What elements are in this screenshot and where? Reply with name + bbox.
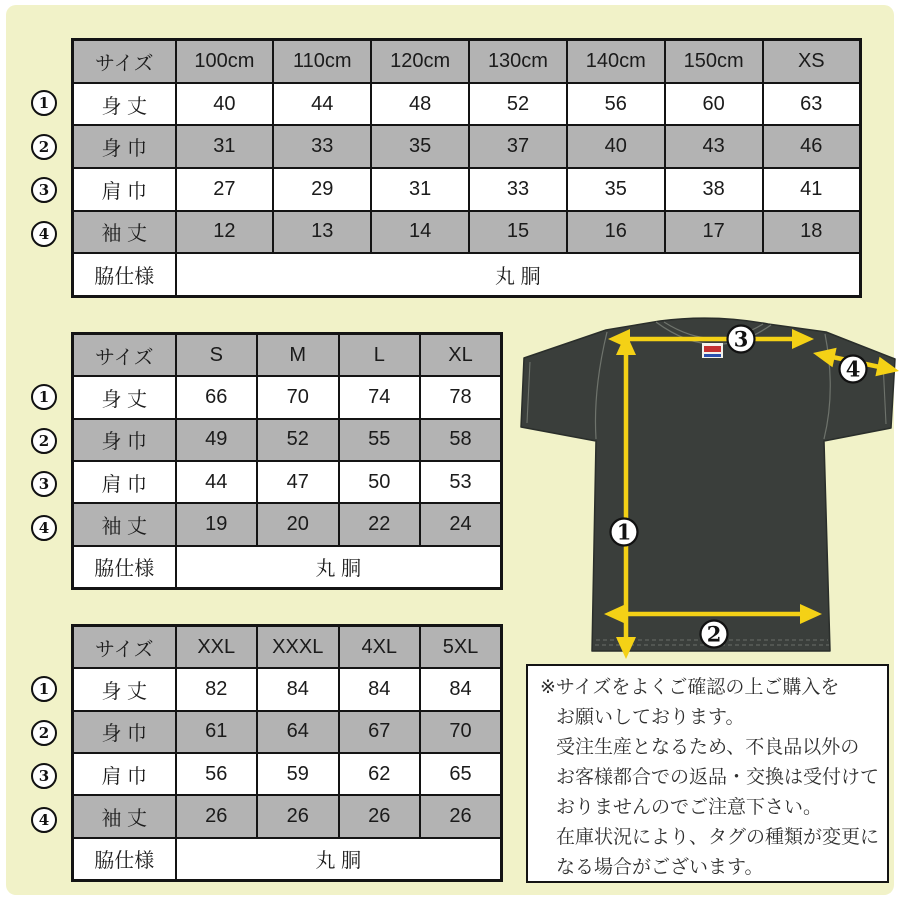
table-cell: 65	[420, 753, 502, 795]
table-cell: 33	[273, 125, 371, 168]
tshirt-measurement-diagram	[506, 315, 900, 663]
row-marker-2: 2	[31, 134, 57, 160]
table-cell: 74	[339, 376, 421, 418]
row-marker-2: 2	[31, 428, 57, 454]
column-header: 120cm	[371, 40, 469, 83]
row-label: 袖 丈	[73, 211, 176, 254]
table-cell: 55	[339, 419, 421, 461]
column-header: XXL	[176, 626, 258, 669]
table-cell: 26	[257, 795, 339, 837]
table-cell: 70	[420, 711, 502, 753]
table-cell: 56	[567, 83, 665, 126]
table-cell: 53	[420, 461, 502, 503]
row-marker-3: 3	[31, 763, 57, 789]
column-header: 140cm	[567, 40, 665, 83]
table-cell: 43	[665, 125, 763, 168]
table-cell: 48	[371, 83, 469, 126]
table-cell: 82	[176, 668, 258, 710]
table-cell: 63	[763, 83, 861, 126]
table-cell: 67	[339, 711, 421, 753]
row-marker-4: 4	[31, 515, 57, 541]
diagram-marker-3: 3	[733, 326, 749, 352]
table-cell: 19	[176, 503, 258, 545]
table-cell: 37	[469, 125, 567, 168]
notice-line: 在庫状況により、タグの種類が変更に	[556, 827, 880, 848]
table-cell: 78	[420, 376, 502, 418]
row-marker-4: 4	[31, 807, 57, 833]
table-cell: 12	[176, 211, 274, 254]
table-cell: 31	[176, 125, 274, 168]
table-cell: 14	[371, 211, 469, 254]
column-header: 150cm	[665, 40, 763, 83]
table-cell: 40	[567, 125, 665, 168]
purchase-notice-box	[526, 664, 889, 883]
table-cell: 35	[567, 168, 665, 211]
row-label: 肩 巾	[73, 753, 176, 795]
diagram-marker-4: 4	[845, 356, 861, 382]
notice-line: なる場合がございます。	[556, 857, 764, 878]
table-cell: 27	[176, 168, 274, 211]
size-chart-canvas	[6, 5, 894, 895]
size-table-big	[71, 624, 503, 882]
row-label: 身 丈	[73, 668, 176, 710]
size-header-cell: サイズ	[73, 40, 176, 83]
row-label: 身 巾	[73, 711, 176, 753]
table-cell: 49	[176, 419, 258, 461]
table-cell: 15	[469, 211, 567, 254]
table-cell: 16	[567, 211, 665, 254]
row-label: 身 丈	[73, 376, 176, 418]
table-cell: 52	[257, 419, 339, 461]
column-header: 130cm	[469, 40, 567, 83]
side-spec-label: 脇仕様	[73, 253, 176, 296]
table-cell: 22	[339, 503, 421, 545]
table-cell: 50	[339, 461, 421, 503]
table-cell: 13	[273, 211, 371, 254]
column-header: 4XL	[339, 626, 421, 669]
table-cell: 84	[257, 668, 339, 710]
table-cell: 47	[257, 461, 339, 503]
row-label: 身 巾	[73, 419, 176, 461]
row-marker-2: 2	[31, 720, 57, 746]
table-cell: 84	[339, 668, 421, 710]
table-cell: 35	[371, 125, 469, 168]
notice-line: ※サイズをよくご確認の上ご購入を	[540, 677, 840, 698]
table-cell: 26	[420, 795, 502, 837]
row-label: 身 巾	[73, 125, 176, 168]
diagram-marker-2: 2	[706, 621, 722, 647]
column-header: 5XL	[420, 626, 502, 669]
row-label: 肩 巾	[73, 168, 176, 211]
side-spec-label: 脇仕様	[73, 546, 176, 589]
size-table-kids	[71, 38, 862, 298]
size-table-adult	[71, 332, 503, 590]
row-marker-1: 1	[31, 90, 57, 116]
table-cell: 41	[763, 168, 861, 211]
table-cell: 26	[339, 795, 421, 837]
table-cell: 84	[420, 668, 502, 710]
notice-line: 受注生産となるため、不良品以外の	[556, 737, 860, 758]
table-cell: 59	[257, 753, 339, 795]
table-cell: 31	[371, 168, 469, 211]
table-cell: 24	[420, 503, 502, 545]
table-cell: 17	[665, 211, 763, 254]
size-header-cell: サイズ	[73, 334, 176, 377]
table-cell: 46	[763, 125, 861, 168]
row-label: 袖 丈	[73, 795, 176, 837]
column-header: XL	[420, 334, 502, 377]
column-header: 110cm	[273, 40, 371, 83]
notice-line: お願いしております。	[556, 707, 745, 728]
side-spec-value: 丸 胴	[176, 253, 861, 296]
table-cell: 58	[420, 419, 502, 461]
column-header: L	[339, 334, 421, 377]
row-marker-1: 1	[31, 676, 57, 702]
table-cell: 61	[176, 711, 258, 753]
table-cell: 38	[665, 168, 763, 211]
notice-line: おりませんのでご注意下さい。	[556, 797, 823, 818]
table-cell: 20	[257, 503, 339, 545]
column-header: S	[176, 334, 258, 377]
table-cell: 64	[257, 711, 339, 753]
table-cell: 29	[273, 168, 371, 211]
table-cell: 44	[176, 461, 258, 503]
table-cell: 60	[665, 83, 763, 126]
table-cell: 18	[763, 211, 861, 254]
side-spec-label: 脇仕様	[73, 838, 176, 881]
side-spec-value: 丸 胴	[176, 546, 502, 589]
column-header: XXXL	[257, 626, 339, 669]
diagram-marker-1: 1	[616, 519, 632, 545]
table-cell: 44	[273, 83, 371, 126]
row-marker-3: 3	[31, 177, 57, 203]
table-cell: 70	[257, 376, 339, 418]
row-marker-3: 3	[31, 471, 57, 497]
row-label: 袖 丈	[73, 503, 176, 545]
size-header-cell: サイズ	[73, 626, 176, 669]
table-cell: 66	[176, 376, 258, 418]
column-header: M	[257, 334, 339, 377]
neck-tag	[702, 343, 723, 358]
table-cell: 52	[469, 83, 567, 126]
column-header: XS	[763, 40, 861, 83]
table-cell: 26	[176, 795, 258, 837]
notice-line: お客様都合での返品・交換は受付けて	[556, 767, 880, 788]
row-label: 身 丈	[73, 83, 176, 126]
table-cell: 56	[176, 753, 258, 795]
column-header: 100cm	[176, 40, 274, 83]
side-spec-value: 丸 胴	[176, 838, 502, 881]
row-marker-4: 4	[31, 221, 57, 247]
table-cell: 33	[469, 168, 567, 211]
table-cell: 62	[339, 753, 421, 795]
table-cell: 40	[176, 83, 274, 126]
row-label: 肩 巾	[73, 461, 176, 503]
row-marker-1: 1	[31, 384, 57, 410]
